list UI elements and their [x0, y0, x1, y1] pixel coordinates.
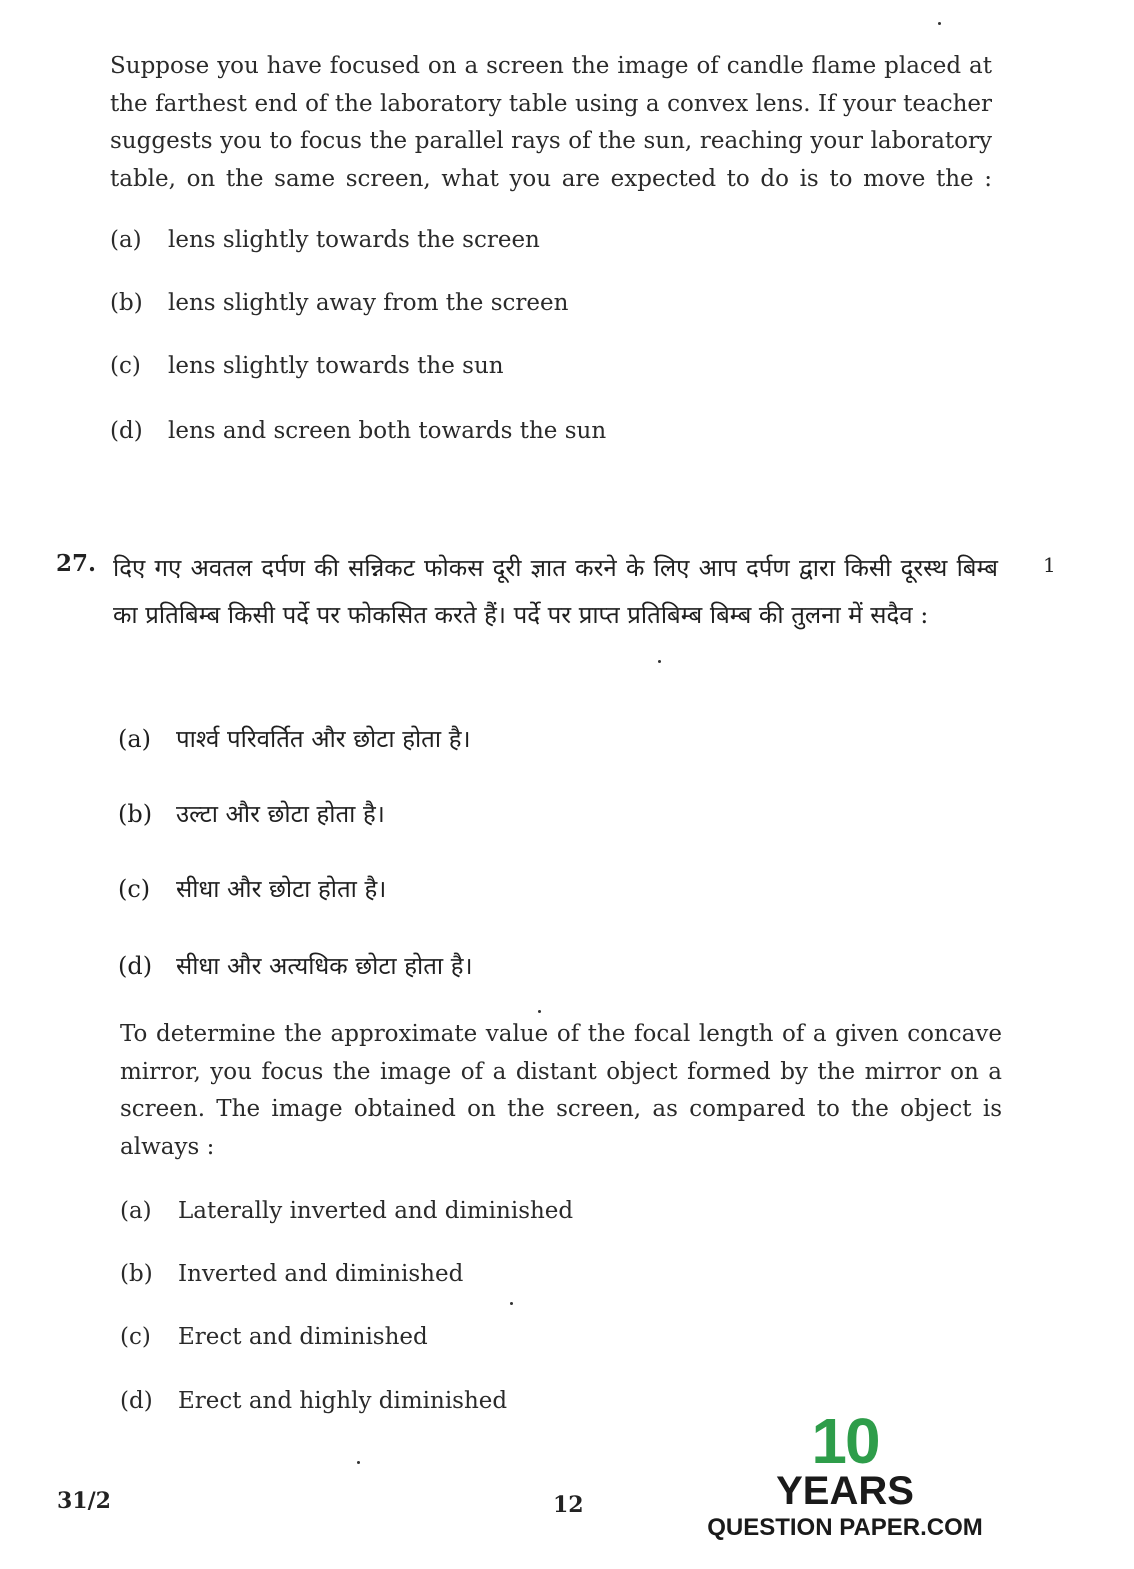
option-label: (c): [110, 353, 141, 379]
option-text: Inverted and diminished: [178, 1261, 464, 1287]
option-label: (d): [110, 418, 143, 444]
watermark-site: QUESTION PAPER.COM: [707, 1514, 983, 1541]
marks: 1: [1043, 553, 1056, 577]
scan-speck: [938, 22, 941, 25]
option-text: Laterally inverted and diminished: [178, 1198, 574, 1224]
q27-hindi-question: [113, 545, 998, 639]
option-text: lens slightly towards the sun: [168, 353, 504, 379]
option-label: (c): [118, 875, 151, 903]
q26-question-text: [110, 48, 992, 198]
watermark-years: YEARS: [776, 1469, 914, 1513]
option-text: lens and screen both towards the sun: [168, 418, 607, 444]
q26-option-a: [110, 225, 540, 255]
option-label: (b): [120, 1261, 153, 1287]
scan-speck: [357, 1461, 360, 1464]
option-text: उल्टा और छोटा होता है।: [176, 800, 385, 828]
option-label: (b): [118, 800, 153, 828]
scan-speck: [658, 660, 661, 663]
q27-english-question: [120, 1016, 1002, 1166]
option-label: (c): [120, 1324, 151, 1350]
option-text: सीधा और अत्यधिक छोटा होता है।: [176, 952, 473, 980]
paper-code: 31/2: [57, 1488, 111, 1514]
option-label: (a): [118, 725, 152, 753]
option-text: lens slightly away from the screen: [168, 290, 569, 316]
q27-english-option-c: [120, 1322, 428, 1352]
q27-hindi-option-d: [118, 951, 473, 981]
q26-option-b: [110, 288, 568, 318]
q27-english-option-b: [120, 1259, 463, 1289]
q26-option-c: [110, 351, 504, 381]
option-label: (a): [110, 227, 142, 253]
option-text: Erect and diminished: [178, 1324, 428, 1350]
scan-speck: [510, 1302, 513, 1305]
option-text: lens slightly towards the screen: [168, 227, 540, 253]
option-label: (a): [120, 1198, 152, 1224]
option-label: (d): [120, 1388, 153, 1414]
question-number: 27.: [56, 550, 97, 577]
q27-english-text: To determine the approximate value of the focal length of a given concave mirror, you focus the image of a distant object formed by the mirror on a screen. The image obtained on the screen, as compared to the object is always :: [120, 1021, 1002, 1160]
option-text: Erect and highly diminished: [178, 1388, 508, 1414]
q27-hindi-text: दिए गए अवतल दर्पण की सन्निकट फोकस दूरी ज्ञात करने के लिए आप दर्पण द्वारा किसी दूरस्थ बिम्ब का प्रतिबिम्ब किसी पर्दे पर फोकसित करते हैं। पर्दे पर प्राप्त प्रतिबिम्ब बिम्ब की तुलना में सदैव :: [113, 554, 998, 629]
option-text: पार्श्व परिवर्तित और छोटा होता है।: [176, 725, 471, 753]
q26-text: Suppose you have focused on a screen the image of candle flame placed at the farthest end of the laboratory table using a convex lens. If your teacher suggests you to focus the parallel rays of the sun, reaching your laboratory table, on the same screen, what you are expected to do is to move the :: [110, 53, 992, 192]
q27-english-option-a: [120, 1196, 573, 1226]
q27-english-option-d: [120, 1386, 507, 1416]
q26-option-d: [110, 416, 606, 446]
scan-speck: [538, 1010, 541, 1013]
page-number: 12: [553, 1492, 584, 1518]
q27-hindi-option-a: [118, 724, 471, 754]
option-label: (b): [110, 290, 143, 316]
option-text: सीधा और छोटा होता है।: [176, 875, 387, 903]
q27-hindi-option-b: [118, 799, 385, 829]
watermark-number: 10: [811, 1405, 879, 1477]
watermark-logo: [700, 1405, 990, 1568]
option-label: (d): [118, 952, 153, 980]
q27-hindi-option-c: [118, 874, 386, 904]
